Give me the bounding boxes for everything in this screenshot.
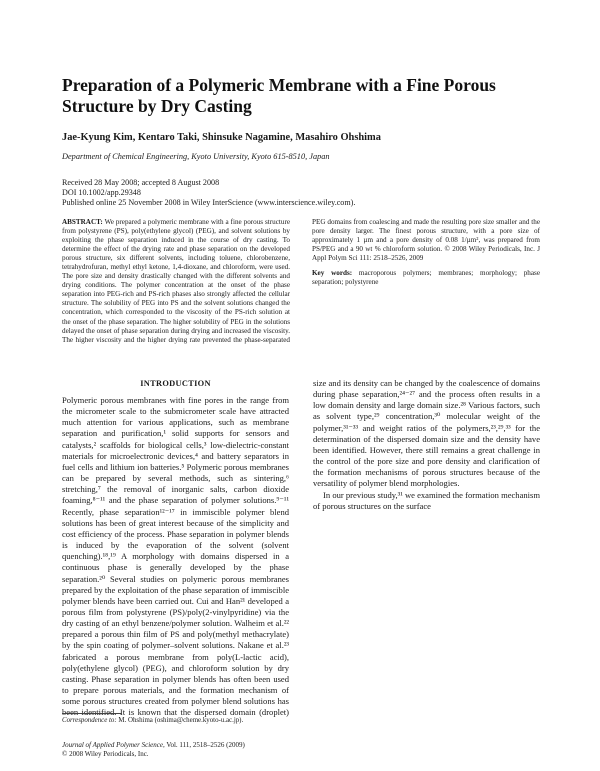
correspondence-label: Correspondence to:	[62, 717, 117, 724]
received-date: Received 28 May 2008; accepted 8 August 2008	[62, 178, 220, 187]
correspondence-footnote	[62, 716, 294, 725]
journal-copyright: © 2008 Wiley Periodicals, Inc.	[62, 750, 149, 758]
keywords-text: macroporous polymers; membranes; morphology; phase separation; polystyrene	[312, 269, 540, 287]
published-online: Published online 25 November 2008 in Wiley InterScience (www.interscience.wiley.com).	[62, 198, 356, 208]
doi: DOI 10.1002/app.29348	[62, 188, 141, 198]
section-heading: INTRODUCTION	[140, 379, 211, 388]
body-paragraph: In our previous study,³¹ we examined the formation mechanism of porous structures on the surface	[313, 489, 540, 511]
journal-volume: Vol. 111, 2518–2526 (2009)	[166, 741, 245, 749]
abstract-label: ABSTRACT:	[62, 218, 103, 226]
keywords	[312, 269, 540, 287]
journal-name: Journal of Applied Polymer Science,	[62, 741, 165, 749]
abstract-text: We prepared a polymeric membrane with a fine porous structure from polystyrene (PS), poly(ethylene glycol) (PEG), and solvent solutions by exploiting the phase separation induced in the course of dry casting. To determine the effect of the drying rate and phase separation on the developed porous structure, six different solvents, including toluene, chlorobenzene, tetrahydrofuran, methyl ethyl ketone, 1,4-dioxane, and chloroform, were used. The pore size and density drastically changed with the different solvents and drying conditions. The polymer concentration at the onset of the phase separation into PEG-rich and PS-rich phases also strongly affected the cellular structure. The solubility of PEG into PS and the solvent solutions changed the concentration, which corresponded to the viscosity of the PS-rich solution at the onset of the phase separation. The higher solubility of PEG in the solutions delayed the onset of phase separation during drying and increased the viscosity. The higher viscosity and the higher drying rate prevented the phase-separated PEG domains from coalescing and made the resulting pore size smaller and the pore density larger. The finest porous structure, with a pore size of approximately 1 µm and a pore density of 0.08 1/µm², was prepared from PS/PEG and a 90 wt % chloroform solution. © 2008 Wiley Periodicals, Inc. J Appl Polym Sci 111: 2518–2526, 2009	[62, 218, 540, 344]
correspondence-text: M. Ohshima (oshima@cheme.kyoto-u.ac.jp).	[118, 717, 244, 724]
body-paragraph: Polymeric porous membranes with fine pores in the range from the micrometer scale to the submicrometer scale have attracted much attention for various applications, such as membrane separation and purification,¹ solid supports for sensors and catalysts,² scaffolds for biological cells,³ low-dielectric-constant materials for microelectronic devices,⁴ and battery separators in fuel cells and lithium ion batteries.⁵ Polymeric porous membranes can be prepared by several methods, such as sintering,⁶ stretching,⁷ the removal of inorganic salts, carbon dioxide foaming,⁸⁻¹¹ and the phase separation of polymer solutions.⁹⁻¹¹ Recently, phase separation¹²⁻¹⁷ in immiscible polymer blend solutions has been of great interest because of the simplicity and cost efficiency of the process. Phase separation in polymer blends is induced by the evaporation of the solvent (solvent quenching).¹⁸,¹⁹ A morphology with domains dispersed in a continuous phase is generally developed by the phase separation.²⁰ Several studies on polymeric porous membranes prepared by the exploitation of the phase separation of immiscible polymer blends have been carried out. Cui and Han²¹ developed a porous film from polystyrene (PS)/poly(2-vinylpyridine) via the dry casting of an ethyl benzene/polymer solution. Walheim et al.²² prepared a porous thin film of PS and poly(methyl methacrylate) by the spin coating of polymer–solvent solutions. Nakane et al.²³ fabricated a porous membrane from poly(L-lactic acid), poly(ethylene glycol) (PEG), and chloroform solution by dry casting. Phase separation in polymer blends has often been used to prepare porous materials, and the formation mechanism of some porous structures created from polymer blend solutions has been identified. It is known that the dispersed domain (droplet) size and its density can be changed by the coalescence of domains during phase separation,²⁴⁻²⁷ and the process often results in a low domain density and large domain size.²⁸ Various factors, such as solvent type,²⁹ concentration,³⁰ molecular weight of the polymer,³¹⁻³³ and weight ratios of the polymers,²³,²⁹,³³ for the determination of the dispersed domain size and the density have been identified. However, there still remains a great challenge in the control of the pore size and pore density and clarification of the formation mechanisms of porous structures because of the versatility of polymer blend morphologies.	[62, 378, 540, 718]
paper-title: Preparation of a Polymeric Membrane with a Fine Porous Structure by Dry Casting	[62, 75, 496, 116]
affiliation: Department of Chemical Engineering, Kyoto University, Kyoto 615-8510, Japan	[62, 152, 330, 161]
introduction-section	[62, 378, 540, 724]
author-list: Jae-Kyung Kim, Kentaro Taki, Shinsuke Nagamine, Masahiro Ohshima	[62, 132, 381, 143]
keywords-label: Key words:	[312, 269, 353, 278]
footnote-divider	[62, 713, 122, 714]
journal-citation	[62, 741, 302, 759]
abstract	[62, 218, 540, 346]
publication-dates	[62, 178, 542, 209]
